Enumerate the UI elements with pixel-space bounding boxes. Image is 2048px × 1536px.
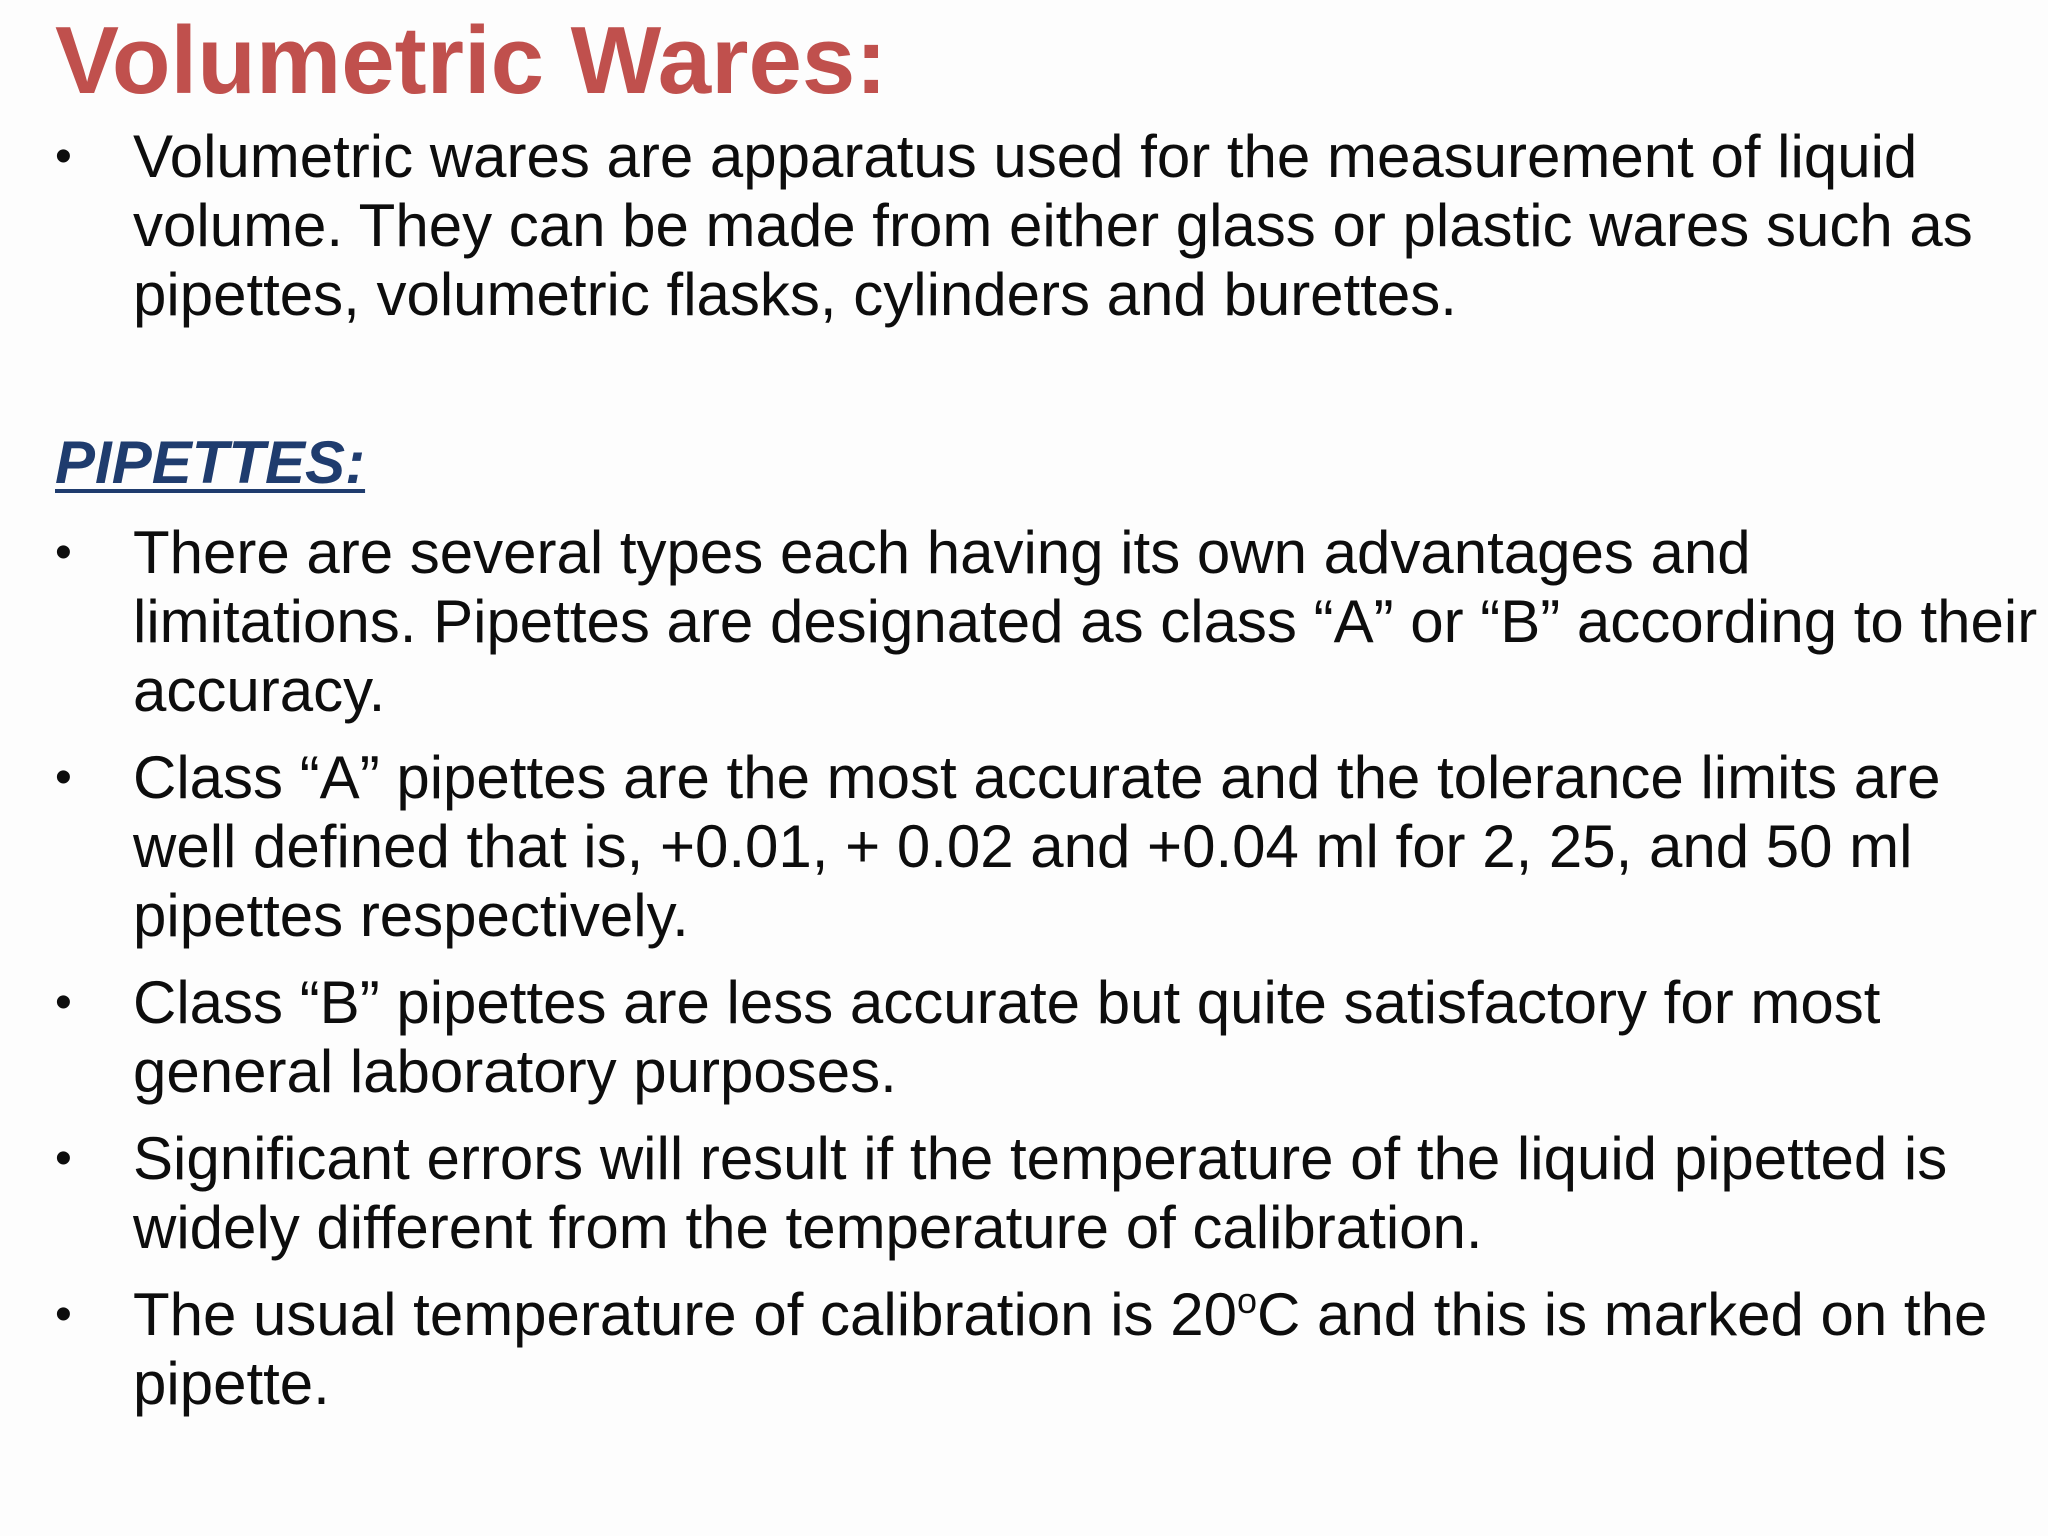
bullet-icon: • (55, 751, 72, 804)
bullet-text: There are several types each having its own advantages and limitations. Pipettes are designated as class “A” or “B” according to their accuracy. (133, 519, 2038, 724)
bullet-text-part: C and this is marked on the pipette. (133, 1281, 1988, 1417)
slide-title: Volumetric Wares: (55, 7, 888, 114)
intro-bullet-list (50, 122, 2040, 329)
list-item (50, 518, 2045, 725)
bullet-text (133, 1281, 1987, 1417)
section-heading-pipettes: PIPETTES: (55, 429, 366, 496)
bullet-icon: • (55, 130, 72, 183)
list-item (50, 122, 2040, 329)
list-item (50, 1280, 2045, 1418)
bullet-icon: • (55, 1132, 72, 1185)
degree-superscript: o (1236, 1280, 1257, 1321)
intro-section (50, 122, 2040, 347)
bullet-icon: • (55, 526, 72, 579)
bullet-icon: • (55, 1288, 72, 1341)
pipettes-section (50, 518, 2045, 1436)
list-item (50, 1124, 2045, 1262)
bullet-text: Class “B” pipettes are less accurate but quite satisfactory for most general laboratory purposes. (133, 969, 1881, 1105)
pipettes-bullet-list (50, 518, 2045, 1418)
bullet-text: Volumetric wares are apparatus used for the measurement of liquid volume. They can be made from either glass or plastic wares such as pipettes, volumetric flasks, cylinders and burettes. (133, 123, 1973, 328)
bullet-text-part: The usual temperature of calibration is 20 (133, 1281, 1237, 1348)
bullet-text: Class “A” pipettes are the most accurate and the tolerance limits are well defined that is, +0.01, + 0.02 and +0.04 ml for 2, 25, and 50 ml pipettes respectively. (133, 744, 1941, 949)
bullet-icon: • (55, 976, 72, 1029)
list-item (50, 743, 2045, 950)
bullet-text: Significant errors will result if the temperature of the liquid pipetted is widely different from the temperature of calibration. (133, 1125, 1948, 1261)
list-item (50, 968, 2045, 1106)
